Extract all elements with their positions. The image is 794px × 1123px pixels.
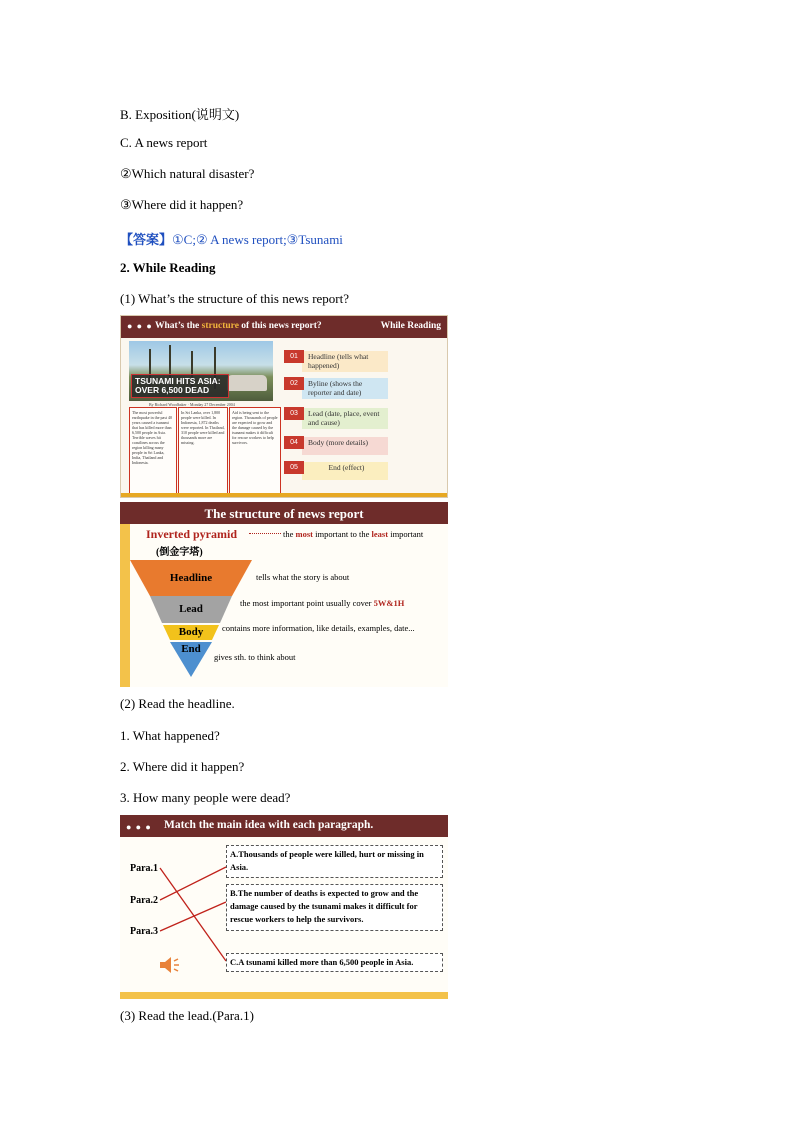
- article-column-1: The most powerful earthquake in the past 40 years caused a tsunami that has killed more than 6,500 people in Asia. Terrible waves hit coastlines across the region killing many people in Sri Lanka, India, Thailand and Indonesia.: [129, 407, 177, 497]
- desc-headline: tells what the story is about: [256, 572, 350, 582]
- article-column-3: Aid is being sent to the region. Thousands of people are expected to grow and the damage caused by the tsunami makes it difficult for rescue workers to help survivors.: [229, 407, 281, 497]
- section-heading: 2. While Reading: [120, 260, 216, 275]
- match-line-para3-b: [160, 902, 226, 931]
- pyramid-label-body: Body: [178, 626, 204, 638]
- tag-lead: Lead (date, place, event and cause) 03: [284, 407, 392, 426]
- desc-end: gives sth. to think about: [214, 652, 296, 662]
- dots-icon: ● ● ●: [127, 321, 153, 331]
- tag-headline: Headline (tells what happened) 01: [284, 350, 392, 369]
- question-3: ③Where did it happen?: [120, 197, 244, 212]
- pyramid-label-lead: Lead: [179, 603, 203, 615]
- desc-lead: the most important point usually cover 5W&1H: [240, 598, 405, 608]
- para-3-label: Para.3: [130, 926, 159, 937]
- slide-title: What’s the structure of this news report?: [155, 321, 322, 331]
- inverted-pyramid-chinese: (倒金字塔): [156, 547, 203, 558]
- desc-body: contains more information, like details, examples, date...: [222, 623, 415, 633]
- speaker-icon[interactable]: [158, 956, 182, 974]
- slide-title: The structure of news report: [204, 506, 364, 521]
- answer-line: [120, 229, 343, 248]
- article-column-2: In Sri Lanka, over 1,800 people were killed. In Indonesia, 1,872 deaths were reported. In Thailand, 310 people were killed and thousands more are missing.: [178, 407, 228, 497]
- tag-byline: Byline (shows the reporter and date) 02: [284, 377, 392, 396]
- importance-order: the most important to the least important: [283, 529, 424, 539]
- match-line-para2-a: [160, 867, 226, 900]
- pyramid-label-end: End: [181, 643, 201, 655]
- slide-bottom-stripe: [121, 493, 447, 497]
- headline-question-2: 2. Where did it happen?: [120, 759, 245, 774]
- slide-news-structure: [120, 315, 448, 498]
- tag-end: End (effect) 05: [284, 461, 392, 480]
- slide-inverted-pyramid: [120, 502, 448, 687]
- structure-question: (1) What’s the structure of this news report?: [120, 291, 349, 306]
- para-2-label: Para.2: [130, 895, 159, 906]
- read-lead: (3) Read the lead.(Para.1): [120, 1008, 254, 1023]
- pyramid-label-headline: Headline: [169, 572, 213, 584]
- question-2: ②Which natural disaster?: [120, 166, 255, 181]
- option-b: B. Exposition(说明文): [120, 107, 240, 122]
- slide-bottom-band: [120, 992, 448, 999]
- dots-icon: ● ● ●: [126, 822, 152, 832]
- option-c-box: C.A tsunami killed more than 6,500 people in Asia.: [226, 953, 443, 972]
- slide-match-main-idea: [120, 815, 448, 999]
- news-headline: TSUNAMI HITS ASIA: OVER 6,500 DEAD: [131, 374, 229, 398]
- option-b-box: B.The number of deaths is expected to grow and the damage caused by the tsunami makes it difficult for rescue workers to help the survivors.: [226, 884, 443, 931]
- option-c: C. A news report: [120, 135, 208, 150]
- slide-title-bar: [121, 316, 447, 338]
- para-1-label: Para.1: [130, 863, 159, 874]
- option-a-box: A.Thousands of people were killed, hurt or missing in Asia.: [226, 845, 443, 878]
- match-line-para1-c: [160, 868, 226, 961]
- answer-text: ①C;② A news report;③Tsunami: [172, 232, 343, 247]
- car-image: [227, 375, 267, 391]
- tag-body: Body (more details) 04: [284, 436, 392, 455]
- slide-title: Match the main idea with each paragraph.: [164, 819, 374, 831]
- read-headline: (2) Read the headline.: [120, 696, 235, 711]
- answer-key: 【答案】: [120, 232, 173, 247]
- headline-question-1: 1. What happened?: [120, 728, 220, 743]
- slide-section-label: While Reading: [380, 321, 441, 331]
- headline-question-3: 3. How many people were dead?: [120, 790, 291, 805]
- inverted-pyramid-title: Inverted pyramid: [146, 527, 237, 541]
- news-byline: By Richard Woodbaker · Monday 27 December 2004: [149, 402, 235, 407]
